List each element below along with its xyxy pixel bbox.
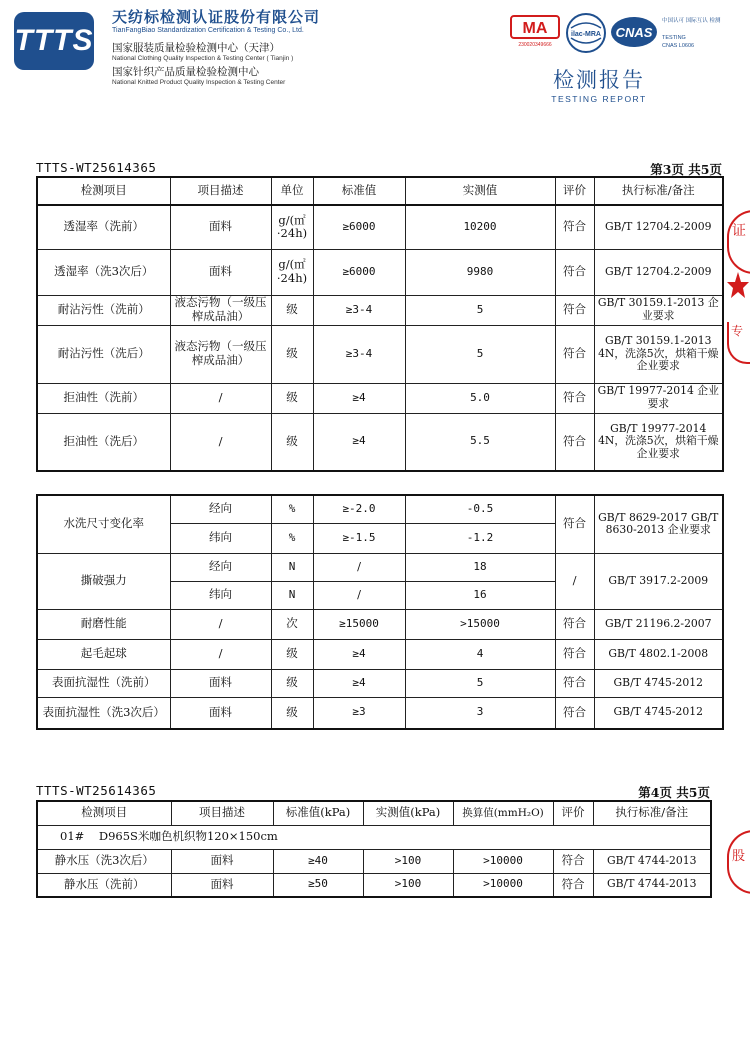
eval-cell: 符合 <box>555 413 594 471</box>
sample-description: 01# D965S米咖色机织物120×150cm <box>37 825 711 849</box>
desc-cell: 液态污物（一级压榨成品油） <box>170 325 271 383</box>
eval-cell: 符合 <box>553 873 593 897</box>
cma-mark-icon <box>510 14 560 48</box>
item-cell: 拒油性（洗后） <box>37 413 170 471</box>
header-cell: 执行标准/备注 <box>594 177 723 205</box>
table-header-row <box>37 177 723 205</box>
header-cell: 项目描述 <box>171 801 273 825</box>
report-title <box>540 64 658 104</box>
table-header-row <box>37 801 711 825</box>
item-cell: 透湿率（洗前） <box>37 205 170 249</box>
desc-cell: 面料 <box>170 205 271 249</box>
desc-cell: / <box>170 383 271 413</box>
value-cell: >100 <box>363 873 453 897</box>
item-cell: 水洗尺寸变化率 <box>37 495 170 553</box>
unit-cell: 级 <box>271 383 313 413</box>
ilac-mra-icon <box>565 12 607 54</box>
unit-cell: 级 <box>271 697 313 729</box>
report-code: TTTS-WT25614365 <box>36 160 157 175</box>
note-cell: GB/T 30159.1-2013 企业要求 <box>594 295 723 325</box>
table-row <box>37 609 723 639</box>
organization-block <box>112 6 442 86</box>
value-cell: -1.2 <box>405 523 555 553</box>
seal-text: 证 <box>732 223 746 239</box>
value-cell: 4 <box>405 639 555 669</box>
eval-cell: 符合 <box>555 697 594 729</box>
item-cell: 静水压（洗3次后） <box>37 849 171 873</box>
std-cell: ≥3-4 <box>313 295 405 325</box>
center2-name-en: National Knitted Product Quality Inspection & Testing Center <box>112 79 286 86</box>
results-table-page4 <box>36 800 712 898</box>
unit-cell: % <box>271 495 313 523</box>
std-cell: ≥15000 <box>313 609 405 639</box>
std-cell: ≥40 <box>273 849 363 873</box>
table-row <box>37 553 723 581</box>
org-name-cn: 天纺标检测认证股份有限公司 <box>112 8 321 26</box>
header-cell: 实测值(kPa) <box>363 801 453 825</box>
svg-text:CNAS: CNAS <box>615 25 653 40</box>
eval-cell: 符合 <box>555 249 594 295</box>
eval-cell: 符合 <box>555 639 594 669</box>
header-cell: 单位 <box>271 177 313 205</box>
item-cell: 耐沾污性（洗后） <box>37 325 170 383</box>
desc-cell: 经向 <box>170 553 271 581</box>
table-row <box>37 495 723 523</box>
item-cell: 起毛起球 <box>37 639 170 669</box>
table-row <box>37 205 723 249</box>
unit-cell: 级 <box>271 295 313 325</box>
value-cell: 18 <box>405 553 555 581</box>
report-title-en: TESTING REPORT <box>551 94 647 104</box>
desc-cell: 面料 <box>170 697 271 729</box>
value-cell: 5 <box>405 295 555 325</box>
std-cell: ≥4 <box>313 383 405 413</box>
seal-fragment-mid <box>727 322 750 364</box>
note-cell: GB/T 8629-2017 GB/T 8630-2013 企业要求 <box>594 495 723 553</box>
eval-cell: 符合 <box>555 325 594 383</box>
eval-cell: / <box>555 553 594 609</box>
std-cell: ≥4 <box>313 413 405 471</box>
std-cell: ≥3 <box>313 697 405 729</box>
item-cell: 静水压（洗前） <box>37 873 171 897</box>
value-cell: 16 <box>405 581 555 609</box>
std-cell: ≥3-4 <box>313 325 405 383</box>
results-table-page3 <box>36 176 724 472</box>
cnas-en: TESTING <box>662 35 686 41</box>
value-cell: 3 <box>405 697 555 729</box>
value-cell: >15000 <box>405 609 555 639</box>
note-cell: GB/T 4744-2013 <box>593 873 711 897</box>
results-table-page3-continued <box>36 494 724 730</box>
item-cell: 耐磨性能 <box>37 609 170 639</box>
header-cell: 标准值(kPa) <box>273 801 363 825</box>
value-cell: >100 <box>363 849 453 873</box>
std-cell: / <box>313 553 405 581</box>
note-cell: GB/T 4744-2013 <box>593 849 711 873</box>
desc-cell: 经向 <box>170 495 271 523</box>
eval-cell: 符合 <box>553 849 593 873</box>
unit-cell: 级 <box>271 413 313 471</box>
desc-cell: / <box>170 639 271 669</box>
cnas-cn: 中国认可 国际互认 检测 <box>662 18 721 24</box>
eval-cell: 符合 <box>555 295 594 325</box>
table-row <box>37 669 723 697</box>
table-row <box>37 295 723 325</box>
std-cell: ≥4 <box>313 639 405 669</box>
eval-cell: 符合 <box>555 495 594 553</box>
table-row <box>37 873 711 897</box>
value-cell: 5 <box>405 325 555 383</box>
table-row <box>37 383 723 413</box>
cnas-no: CNAS L0606 <box>662 43 695 49</box>
item-cell: 拒油性（洗前） <box>37 383 170 413</box>
unit-cell: g/(㎡·24h) <box>271 249 313 295</box>
unit-cell: 级 <box>271 669 313 697</box>
note-cell: GB/T 3917.2-2009 <box>594 553 723 609</box>
desc-cell: 面料 <box>170 669 271 697</box>
table-row <box>37 325 723 383</box>
note-cell: GB/T 12704.2-2009 <box>594 205 723 249</box>
header-cell: 换算值(mmH₂O) <box>453 801 553 825</box>
desc-cell: 纬向 <box>170 523 271 553</box>
unit-cell: 级 <box>271 325 313 383</box>
page4-header-line <box>36 783 710 801</box>
org-name-en: TianFangBiao Standardization Certification & Testing Co., Ltd. <box>112 27 304 34</box>
std-cell: ≥50 <box>273 873 363 897</box>
center1-name-cn: 国家服装质量检验检测中心（天津） <box>112 42 280 54</box>
unit-cell: % <box>271 523 313 553</box>
unit-cell: 次 <box>271 609 313 639</box>
cma-number: 230020349666 <box>518 42 552 48</box>
std-cell: ≥-1.5 <box>313 523 405 553</box>
eval-cell: 符合 <box>555 669 594 697</box>
eval-cell: 符合 <box>555 205 594 249</box>
svg-text:MA: MA <box>522 20 548 37</box>
cnas-mark-icon <box>610 12 740 52</box>
seal-text: 股 <box>732 849 746 864</box>
header-cell: 标准值 <box>313 177 405 205</box>
desc-cell: 纬向 <box>170 581 271 609</box>
value-cell: 5 <box>405 669 555 697</box>
report-code: TTTS-WT25614365 <box>36 783 157 798</box>
value-cell: 10200 <box>405 205 555 249</box>
converted-value-cell: >10000 <box>453 849 553 873</box>
std-cell: ≥6000 <box>313 205 405 249</box>
std-cell: ≥-2.0 <box>313 495 405 523</box>
unit-cell: N <box>271 581 313 609</box>
desc-cell: / <box>170 609 271 639</box>
page-number: 第4页 共5页 <box>638 785 710 800</box>
value-cell: 9980 <box>405 249 555 295</box>
note-cell: GB/T 21196.2-2007 <box>594 609 723 639</box>
value-cell: 5.5 <box>405 413 555 471</box>
item-cell: 透湿率（洗3次后） <box>37 249 170 295</box>
eval-cell: 符合 <box>555 609 594 639</box>
item-cell: 耐沾污性（洗前） <box>37 295 170 325</box>
header-cell: 检测项目 <box>37 801 171 825</box>
seal-star-icon <box>727 270 749 306</box>
page-number: 第3页 共5页 <box>650 162 722 177</box>
note-cell: GB/T 30159.1-2013 4N，洗涤5次，烘箱干燥 企业要求 <box>594 325 723 383</box>
item-cell: 撕破强力 <box>37 553 170 609</box>
item-cell: 表面抗湿性（洗前） <box>37 669 170 697</box>
note-cell: GB/T 12704.2-2009 <box>594 249 723 295</box>
header-cell: 评价 <box>553 801 593 825</box>
table-row <box>37 249 723 295</box>
std-cell: ≥6000 <box>313 249 405 295</box>
std-cell: ≥4 <box>313 669 405 697</box>
note-cell: GB/T 4745-2012 <box>594 697 723 729</box>
unit-cell: N <box>271 553 313 581</box>
note-cell: GB/T 4802.1-2008 <box>594 639 723 669</box>
std-cell: / <box>313 581 405 609</box>
company-logo: TTTS <box>14 12 94 70</box>
unit-cell: g/(㎡·24h) <box>271 205 313 249</box>
desc-cell: / <box>170 413 271 471</box>
eval-cell: 符合 <box>555 383 594 413</box>
table-row <box>37 697 723 729</box>
header-cell: 执行标准/备注 <box>593 801 711 825</box>
note-cell: GB/T 19977-2014 企业要求 <box>594 383 723 413</box>
header-cell: 评价 <box>555 177 594 205</box>
converted-value-cell: >10000 <box>453 873 553 897</box>
seal-text: 专 <box>731 324 744 338</box>
seal-fragment-top <box>727 210 750 274</box>
note-cell: GB/T 19977-2014 4N，洗涤5次，烘箱干燥 企业要求 <box>594 413 723 471</box>
desc-cell: 面料 <box>171 849 273 873</box>
center1-name-en: National Clothing Quality Inspection & Testing Center ( Tianjin ) <box>112 55 294 62</box>
desc-cell: 液态污物（一级压榨成品油） <box>170 295 271 325</box>
seal-fragment-bottom <box>727 830 750 894</box>
header-cell: 实测值 <box>405 177 555 205</box>
note-cell: GB/T 4745-2012 <box>594 669 723 697</box>
center2-name-cn: 国家针织产品质量检验检测中心 <box>112 66 259 78</box>
report-title-cn: 检测报告 <box>553 68 645 92</box>
desc-cell: 面料 <box>170 249 271 295</box>
item-cell: 表面抗湿性（洗3次后） <box>37 697 170 729</box>
value-cell: -0.5 <box>405 495 555 523</box>
value-cell: 5.0 <box>405 383 555 413</box>
table-row <box>37 413 723 471</box>
svg-text:ilac-MRA: ilac-MRA <box>571 31 601 38</box>
sample-row <box>37 825 711 849</box>
header-cell: 检测项目 <box>37 177 170 205</box>
table-row <box>37 639 723 669</box>
table-row <box>37 849 711 873</box>
header-cell: 项目描述 <box>170 177 271 205</box>
unit-cell: 级 <box>271 639 313 669</box>
desc-cell: 面料 <box>171 873 273 897</box>
